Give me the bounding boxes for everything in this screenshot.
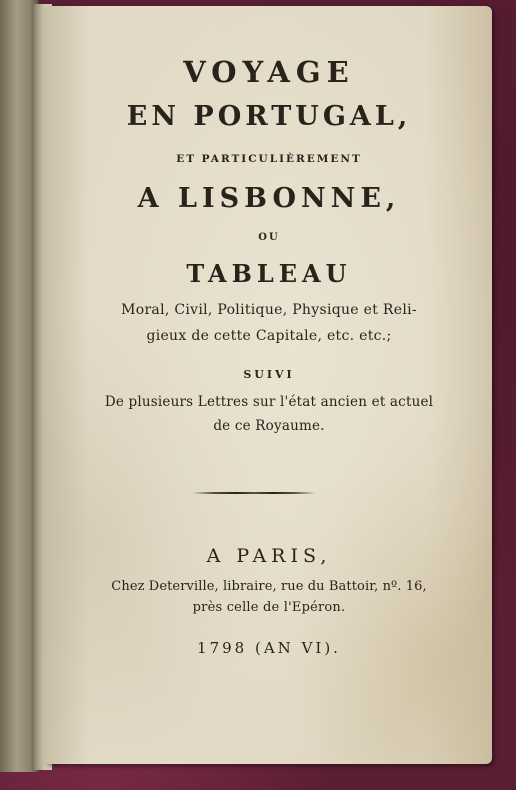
subtitle-line-1: Moral, Civil, Politique, Physique et Reli- xyxy=(121,302,417,318)
imprint-publisher: Chez Deterville, libraire, rue du Battoir, nº. 16, xyxy=(111,579,427,594)
imprint-date: 1798 (AN VI). xyxy=(197,639,341,657)
subtitle-line-3: De plusieurs Lettres sur l'état ancien et actuel xyxy=(104,394,434,410)
title-suivi: SUIVI xyxy=(243,368,295,381)
ornamental-rule xyxy=(192,491,316,495)
title-tableau: TABLEAU xyxy=(186,259,352,288)
imprint-city: A PARIS, xyxy=(206,545,332,567)
subtitle-line-2: gieux de cette Capitale, etc. etc.; xyxy=(146,328,392,344)
title-ou: OU xyxy=(258,232,280,243)
title-a-lisbonne: A LISBONNE, xyxy=(137,183,401,214)
title-voyage: VOYAGE xyxy=(183,55,355,89)
imprint-address: près celle de l'Epéron. xyxy=(192,600,346,615)
subtitle-line-4: de ce Royaume. xyxy=(213,418,325,434)
title-en-portugal: EN PORTUGAL, xyxy=(126,101,412,132)
title-particulierement: ET PARTICULIÈREMENT xyxy=(176,153,362,165)
